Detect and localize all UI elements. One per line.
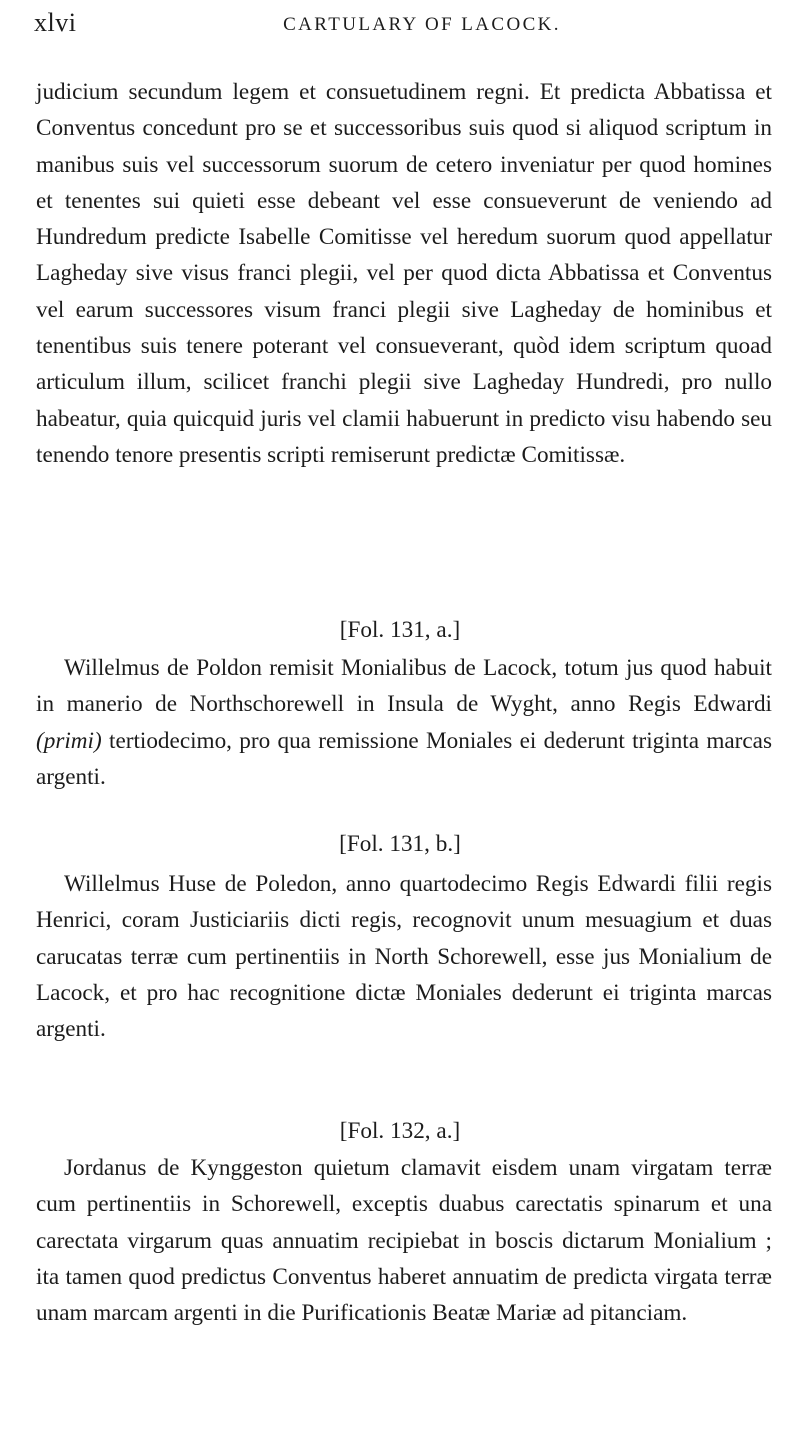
paragraph-text-before: Willelmus de Poldon remisit Monialibus de Lacock, totum jus quod habuit in manerio de Northschorewell in Insula de Wyght, anno Regis Edwardi [36,655,772,718]
folio-heading: [Fol. 131, a.] [339,617,461,643]
running-title: CARTULARY OF LACOCK. [283,14,561,35]
paragraph-text: judicium secundum legem et consuetudinem regni. Et predicta Abbatissa et Conventus concedunt pro se et successoribus suis quod si aliquod scriptum in manibus suis vel successorum suorum de cetero inveniatur per quod homines et tenentes sui quieti esse debeant vel esse consueverunt de veniendo ad Hundredum predicte Isabelle Comitisse vel heredum suorum quod appellatur Lagheday sive visus franci plegii, vel per quod dicta Abbatissa et Conventus vel earum successores visum franci plegii sive Lagheday de hominibus et tenentibus suis tenere poterant vel consueverant, quòd idem scriptum quoad articulum illum, scilicet franchi plegii sive Lagheday Hundredi, pro nullo habeatur, quia quicquid juris vel clamii habuerunt in predicto visu habendo seu tenendo tenore presentis scripti remiserunt predictæ Comitissæ. [36,79,772,468]
page-number: xlvi [34,8,77,37]
paragraph-text [36,650,772,795]
paragraph-continuation [36,74,772,473]
folio-heading: [Fol. 131, b.] [339,831,461,857]
running-head [34,8,770,44]
paragraph-poldon [36,650,772,795]
paragraph-kynggeston [36,1150,772,1331]
paragraph-text: Willelmus Huse de Poledon, anno quartodecimo Regis Edwardi filii regis Henrici, coram Justiciariis dicti regis, recognovit unum mesuagium et duas carucatas terræ cum pertinentiis in North Schorewell, esse jus Monialium de Lacock, et pro hac recognitione dictæ Moniales dederunt ei triginta marcas argenti. [36,871,772,1043]
paragraph-huse [36,866,772,1047]
paragraph-text: Jordanus de Kynggeston quietum clamavit eisdem unam virgatam terræ cum pertinentiis in Schorewell, exceptis duabus carectatis spinarum et una carectata virgarum quas annuatim recipiebat in boscis dictarum Monialium ; ita tamen quod predictus Conventus haberet annuatim de predicta virgata terræ unam marcam argenti in die Purificationis Beatæ Mariæ ad pitanciam. [36,1155,772,1327]
paragraph-text-italic: (primi) [36,727,102,754]
folio-heading: [Fol. 132, a.] [339,1118,461,1144]
paragraph-text-after: tertiodecimo, pro qua remissione Moniales ei dederunt triginta marcas argenti. [36,727,772,790]
